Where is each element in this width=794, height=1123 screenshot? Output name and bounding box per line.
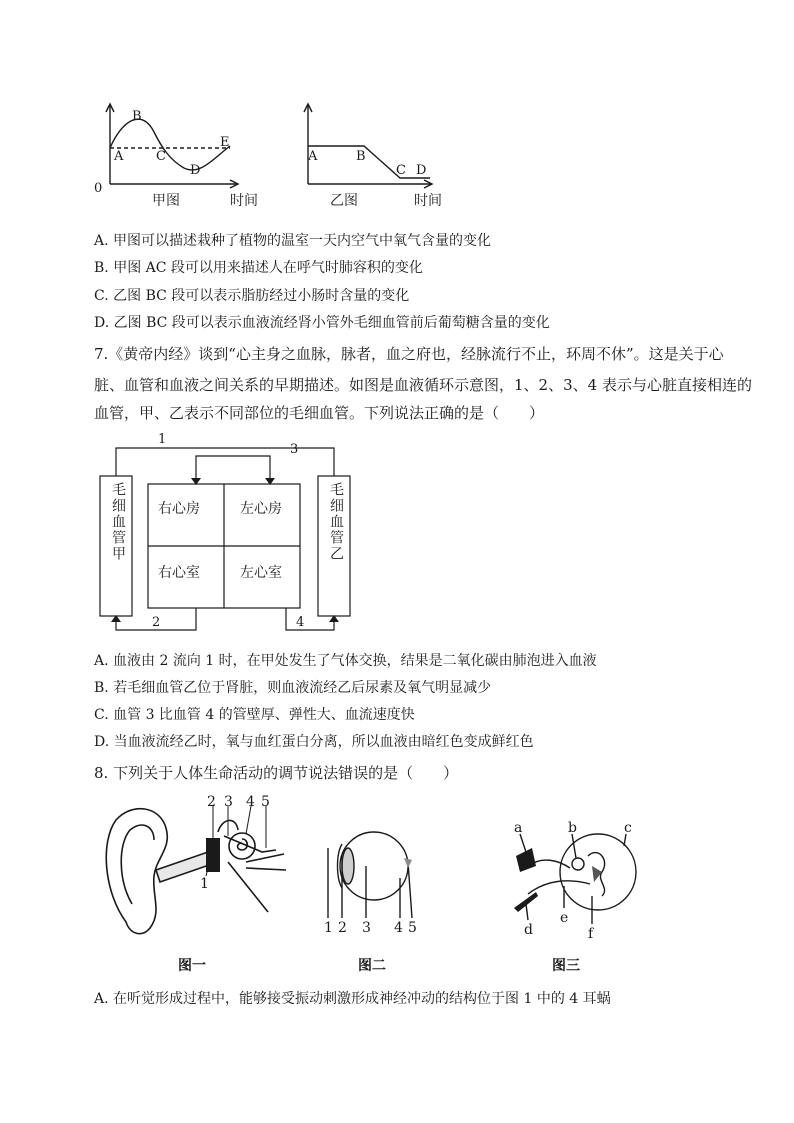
fig2-label-2: 2 xyxy=(338,920,347,936)
ossicles xyxy=(206,838,220,872)
q7-option-b: B. 若毛细血管乙位于肾脏，则血液流经乙后尿素及氧气明显减少 xyxy=(94,680,492,696)
optic-nerve xyxy=(404,858,412,868)
chamber-right-ventricle: 右心室 xyxy=(158,565,200,581)
point-C: C xyxy=(396,163,406,178)
vessel-label-1: 1 xyxy=(158,432,167,447)
point-C: C xyxy=(156,149,166,164)
q8-stem: 8. 下列关于人体生命活动的调节说法错误的是（ ） xyxy=(94,764,459,782)
q7-option-a: A. 血液由 2 流向 1 时，在甲处发生了气体交换，结果是二氧化碳由肺泡进入血液 xyxy=(94,653,597,669)
receptor xyxy=(516,848,536,872)
fig2-caption: 图二 xyxy=(358,958,386,974)
fig1-label-4: 4 xyxy=(246,794,255,810)
vessel-4 xyxy=(286,608,334,630)
ganglion xyxy=(572,858,584,870)
curve xyxy=(308,146,430,178)
q6-option-d: D. 乙图 BC 段可以表示血液流经肾小管外毛细血管前后葡萄糖含量的变化 xyxy=(94,315,550,331)
fig1-label-2: 2 xyxy=(207,794,216,810)
fig3-label-a: a xyxy=(514,820,523,836)
fig3-label-e: e xyxy=(560,910,569,926)
chamber-left-ventricle: 左心室 xyxy=(240,565,282,581)
curve xyxy=(110,119,230,170)
graph-jia-xlabel: 时间 xyxy=(230,193,258,209)
ear-figure xyxy=(96,792,296,942)
nerves-tube xyxy=(224,836,276,912)
fig2-label-1: 1 xyxy=(324,920,333,936)
chamber-right-atrium: 右心房 xyxy=(158,501,200,517)
ear-fold xyxy=(121,825,154,904)
q6-option-c: C. 乙图 BC 段可以表示脂肪经过小肠时含量的变化 xyxy=(94,288,410,304)
point-D: D xyxy=(416,163,427,178)
reflex-arc-figure xyxy=(506,816,646,946)
efferent-nerve xyxy=(528,881,590,894)
origin-label: 0 xyxy=(94,181,103,196)
fig1-label-1: 1 xyxy=(200,876,209,892)
fig3-label-c: c xyxy=(624,820,632,836)
fig1-label-5: 5 xyxy=(261,794,270,810)
point-B: B xyxy=(132,109,142,124)
fig1-caption: 图一 xyxy=(178,958,206,974)
eye-figure xyxy=(320,808,430,938)
q6-option-a: A. 甲图可以描述栽种了植物的温室一天内空气中氧气含量的变化 xyxy=(94,233,492,249)
fig2-label-4: 4 xyxy=(394,920,403,936)
chamber-left-atrium: 左心房 xyxy=(240,501,282,517)
q7-option-c: C. 血管 3 比血管 4 的管壁厚、弹性大、血流速度快 xyxy=(94,707,415,723)
q7-stem-line3: 血管，甲、乙表示不同部位的毛细血管。下列说法正确的是（ ） xyxy=(94,404,545,422)
lens xyxy=(342,848,354,884)
graph-jia-caption: 甲图 xyxy=(152,193,180,209)
point-D: D xyxy=(190,163,201,178)
auditory-nerve xyxy=(246,854,286,870)
q6-option-b: B. 甲图 AC 段可以用来描述人在呼气时肺容积的变化 xyxy=(94,260,423,276)
point-A: A xyxy=(114,149,124,164)
cochlea xyxy=(229,833,255,859)
vessel-3 xyxy=(196,456,270,484)
fig3-label-b: b xyxy=(568,820,577,836)
fig3-label-d: d xyxy=(524,922,533,938)
graph-yi-xlabel: 时间 xyxy=(414,193,442,209)
vessel-label-3: 3 xyxy=(290,442,299,457)
fig3-label-f: f xyxy=(588,926,594,942)
vessel-label-2: 2 xyxy=(152,615,161,630)
point-B: B xyxy=(356,149,366,164)
graph-yi-caption: 乙图 xyxy=(330,193,358,209)
fig2-label-3: 3 xyxy=(362,920,371,936)
capillary-yi-label: 毛细血管乙 xyxy=(328,482,344,562)
fig2-label-5: 5 xyxy=(408,920,417,936)
fig3-caption: 图三 xyxy=(552,958,580,974)
point-A: A xyxy=(308,149,318,164)
point-E: E xyxy=(220,135,230,150)
capillary-jia-label: 毛细血管甲 xyxy=(110,482,126,562)
vessel-label-4: 4 xyxy=(296,615,305,630)
q7-stem-line1: 7.《黄帝内经》谈到“心主身之血脉，脉者，血之府也，经脉流行不止，环周不休”。这是关于心 xyxy=(94,345,724,363)
vessel-1 xyxy=(116,448,334,476)
fig1-label-3: 3 xyxy=(224,794,233,810)
q7-stem-line2: 脏、血管和血液之间关系的早期描述。如图是血液循环示意图，1、2、3、4 表示与心脏直接相连的 xyxy=(94,376,752,394)
q8-option-a: A. 在听觉形成过程中，能够接受振动刺激形成神经冲动的结构位于图 1 中的 4 耳蜗 xyxy=(94,991,611,1007)
q7-option-d: D. 当血液流经乙时，氧与血红蛋白分离，所以血液由暗红色变成鲜红色 xyxy=(94,734,534,750)
